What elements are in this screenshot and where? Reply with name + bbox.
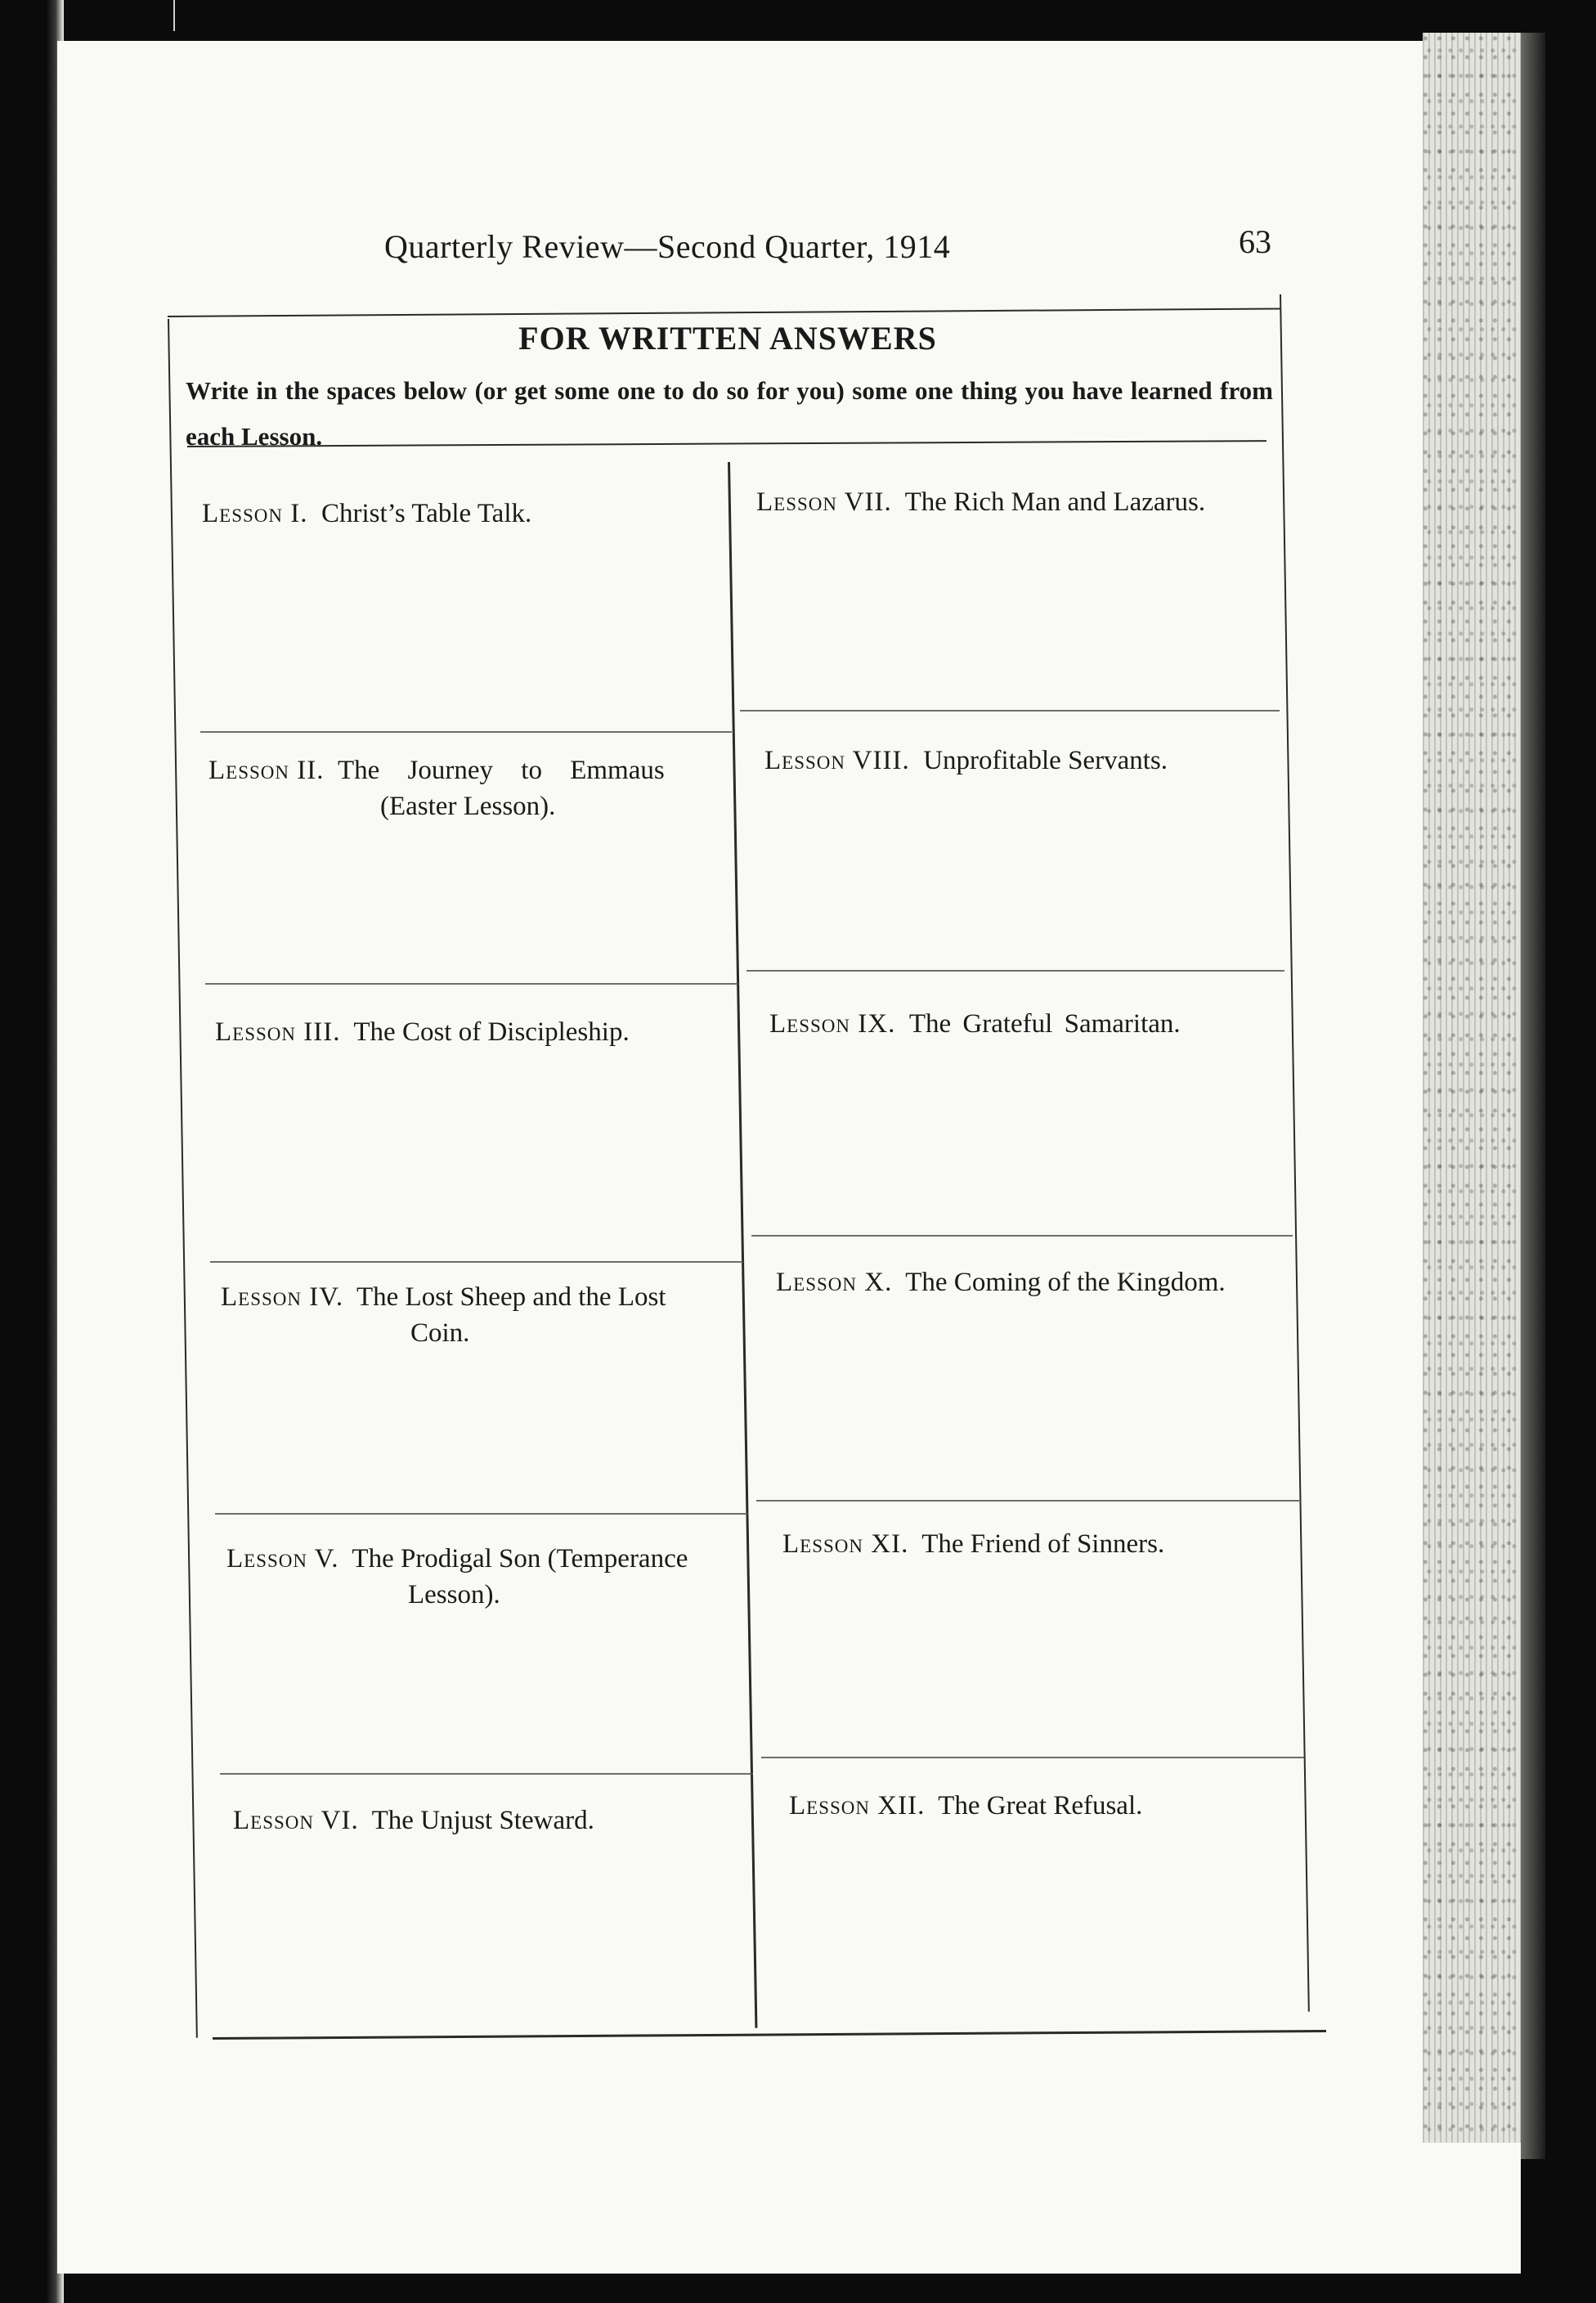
lesson-4 [221, 1279, 744, 1351]
lesson-title: The Lost Sheep and the Lost [356, 1282, 666, 1312]
row-rule [210, 1261, 743, 1263]
lesson-1 [202, 496, 725, 532]
lesson-9 [769, 1006, 1293, 1042]
lesson-title: The Cost of Discipleship. [353, 1017, 630, 1047]
lesson-title: The Prodigal Son (Temperance [352, 1544, 688, 1573]
lesson-7 [756, 484, 1280, 520]
lesson-number: Lesson VII. [756, 487, 892, 517]
column-divider [728, 462, 757, 2028]
row-rule [205, 983, 738, 985]
lesson-number: Lesson IX. [769, 1009, 896, 1039]
row-rule [761, 1757, 1306, 1758]
scan-mark [173, 0, 175, 31]
lesson-title: The Grateful Samaritan. [908, 1009, 1181, 1039]
lesson-number: Lesson V. [226, 1544, 339, 1573]
box-border-left [168, 319, 198, 2038]
cover-edge [1521, 33, 1545, 2159]
written-answers-box [168, 294, 1329, 2040]
lesson-title: Christ’s Table Talk. [321, 499, 532, 528]
worksheet-heading: FOR WRITTEN ANSWERS [518, 320, 937, 357]
lesson-number: Lesson II. [208, 756, 325, 785]
lesson-title: Unprofitable Servants. [923, 746, 1168, 775]
lesson-number: Lesson I. [202, 499, 308, 528]
row-rule [746, 970, 1284, 972]
lesson-title: The Friend of Sinners. [921, 1529, 1165, 1559]
lesson-title-continued: (Easter Lesson). [380, 792, 556, 821]
lesson-10 [776, 1264, 1299, 1300]
lesson-title: The Coming of the Kingdom. [905, 1268, 1226, 1297]
page-edges [1423, 33, 1537, 2143]
box-border-bottom [213, 2030, 1326, 2040]
row-rule [215, 1513, 748, 1515]
lesson-title-continued: Lesson). [408, 1580, 500, 1609]
running-head: Quarterly Review—Second Quarter, 1914 [384, 228, 951, 265]
row-rule [751, 1235, 1293, 1237]
lesson-8 [764, 743, 1288, 779]
worksheet-instructions: Write in the spaces below (or get some one to do so for you) some one thing you have learned from each Lesson. [186, 376, 1273, 451]
lesson-6 [233, 1802, 756, 1838]
row-rule [756, 1500, 1299, 1502]
row-rule [200, 731, 732, 733]
lesson-title: The Great Refusal. [938, 1791, 1143, 1820]
lesson-number: Lesson VI. [233, 1806, 359, 1835]
box-border-right [1280, 294, 1310, 2012]
lesson-11 [782, 1526, 1306, 1562]
lesson-number: Lesson III. [215, 1017, 341, 1047]
row-rule [220, 1773, 753, 1775]
lesson-title: The Journey to Emmaus [338, 756, 665, 785]
lesson-title: The Rich Man and Lazarus. [904, 487, 1206, 517]
lesson-2 [208, 752, 724, 824]
box-border-top [168, 308, 1281, 317]
lesson-title-continued: Coin. [410, 1318, 470, 1348]
page-number: 63 [1239, 223, 1271, 260]
lesson-number: Lesson XI. [782, 1529, 909, 1559]
row-rule [740, 710, 1280, 712]
lesson-number: Lesson IV. [221, 1282, 344, 1312]
lesson-3 [215, 1014, 738, 1050]
lesson-title: The Unjust Steward. [371, 1806, 594, 1835]
lesson-5 [226, 1541, 750, 1613]
lesson-number: Lesson X. [776, 1268, 893, 1297]
lesson-number: Lesson XII. [789, 1791, 926, 1820]
lesson-number: Lesson VIII. [764, 746, 910, 775]
lesson-12 [789, 1788, 1312, 1824]
